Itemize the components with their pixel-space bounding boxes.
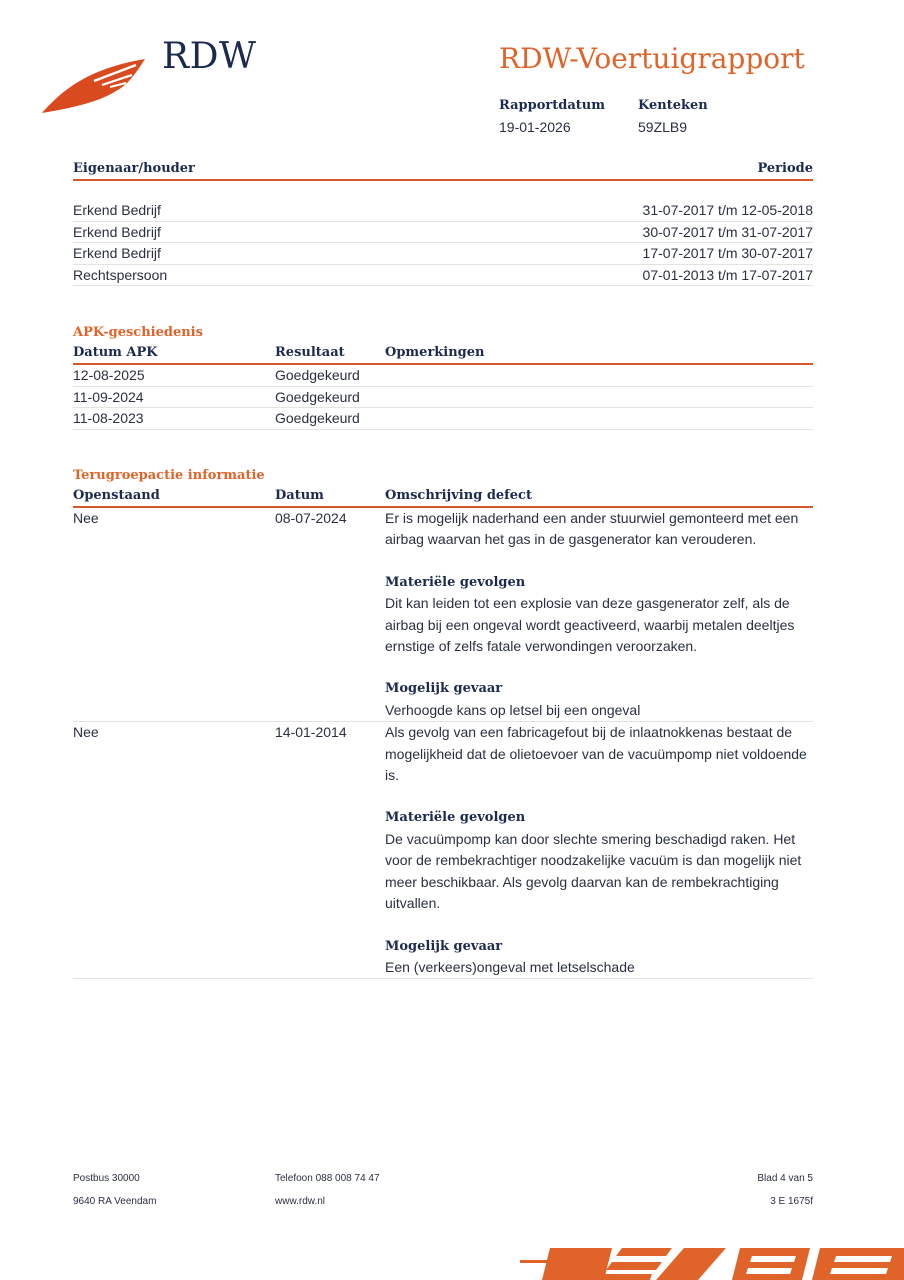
apk-section [73,323,813,430]
col-period: Periode [757,161,813,176]
consequences-heading: Materiële gevolgen [385,574,526,590]
consequences-text: De vacuümpomp kan door slechte smering beschadigd raken. Het voor de rembekrachtiger noodzakelijke vacuüm is dan mogelijk niet meer beschikbaar. Als gevolg daarvan kan de rembekrachtiging uitvallen. [385,830,802,912]
defect-text: Als gevolg van een fabricagefout bij de inlaatnokkenas bestaat de mogelijkheid dat de olietoevoer van de vacuümpomp niet voldoende is. [385,724,807,784]
report-title: RDW-Voertuigrapport [499,42,805,75]
danger-text: Een (verkeers)ongeval met letselschade [385,958,635,975]
table-row [73,722,813,979]
table-row [73,265,813,287]
apk-date-cell: 11-09-2024 [73,388,144,405]
rdw-logo-icon [40,55,150,117]
col-apk-date: Datum APK [73,345,158,360]
owner-cell: Erkend Bedrijf [73,223,161,240]
plate-label: Kenteken [638,98,708,113]
footer-address-line2: 9640 RA Veendam [73,1196,157,1207]
period-cell: 30-07-2017 t/m 31-07-2017 [642,223,813,240]
owner-cell: Rechtspersoon [73,266,168,283]
danger-text: Verhoogde kans op letsel bij een ongeval [385,701,641,718]
danger-heading: Mogelijk gevaar [385,681,503,697]
table-row [73,222,813,244]
recall-open-cell: Nee [73,510,99,526]
apk-date-cell: 12-08-2025 [73,367,145,383]
recall-section [73,466,813,979]
period-cell: 17-07-2017 t/m 30-07-2017 [642,245,813,261]
owners-table-header [73,159,813,181]
footer-phone: Telefoon 088 008 74 47 [275,1173,380,1184]
footer-page-number: Blad 4 van 5 [757,1173,813,1184]
apk-result-cell: Goedgekeurd [275,388,360,405]
table-row [73,200,813,222]
apk-title: APK-geschiedenis [73,325,203,340]
period-cell: 31-07-2017 t/m 12-05-2018 [642,202,813,218]
consequences-text: Dit kan leiden tot een explosie van deze gasgenerator zelf, als de airbag bij een ongeval wordt geactiveerd, waarbij metalen deeltjes ernstige of zelfs fatale verwondingen veroorzaken. [385,595,795,655]
col-remarks: Opmerkingen [385,345,485,360]
table-row [73,508,813,722]
footer-document-code: 3 E 1675f [770,1196,813,1207]
table-row [73,365,813,387]
apk-result-cell: Goedgekeurd [275,410,360,426]
col-owner: Eigenaar/houder [73,161,195,176]
apk-result-cell: Goedgekeurd [275,367,360,383]
col-open: Openstaand [73,488,160,503]
consequences-heading: Materiële gevolgen [385,810,526,826]
owners-section [73,159,813,286]
apk-table-header [73,343,813,365]
col-date: Datum [275,488,324,503]
owner-cell: Erkend Bedrijf [73,202,161,218]
recall-date-cell: 14-01-2014 [275,724,347,741]
brand-name: RDW [162,36,257,77]
recall-table-header [73,486,813,508]
recall-open-cell: Nee [73,724,99,741]
table-row [73,408,813,430]
recall-title: Terugroepactie informatie [73,468,265,483]
plate-number: 59ZLB9 [638,119,688,135]
col-result: Resultaat [275,345,345,360]
footer-website: www.rdw.nl [275,1196,326,1207]
danger-heading: Mogelijk gevaar [385,938,503,954]
owner-cell: Erkend Bedrijf [73,245,161,261]
col-description: Omschrijving defect [385,488,532,503]
apk-date-cell: 11-08-2023 [73,410,144,426]
period-cell: 07-01-2013 t/m 17-07-2017 [642,266,813,283]
footer-address-line1: Postbus 30000 [73,1173,140,1184]
recall-description [385,722,813,978]
table-row [73,387,813,409]
report-date: 19-01-2026 [499,119,571,135]
decorative-stripes-icon [520,1244,904,1280]
report-date-label: Rapportdatum [499,98,605,113]
defect-text: Er is mogelijk naderhand een ander stuurwiel gemonteerd met een airbag waarvan het gas in de gasgenerator kan verouderen. [385,510,799,548]
table-row [73,243,813,265]
recall-date-cell: 08-07-2024 [275,510,347,526]
recall-description [385,508,813,721]
